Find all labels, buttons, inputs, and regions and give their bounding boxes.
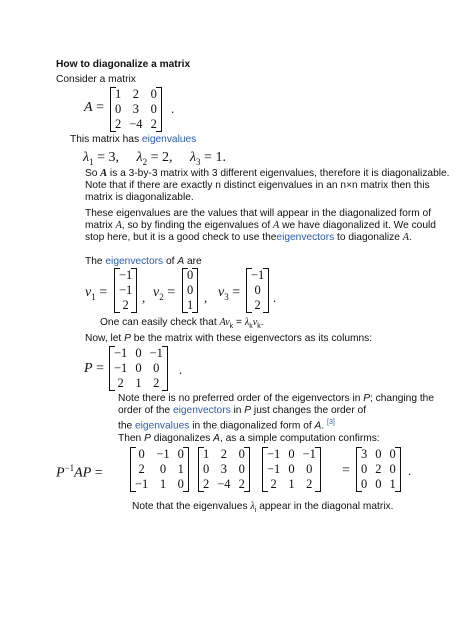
matrix-cell: 2 [115, 117, 122, 131]
page-title: How to diagonalize a matrix [56, 59, 191, 70]
matrix-cell: 2 [153, 376, 160, 390]
matrix-cell: 2 [122, 298, 129, 312]
para1-line2: Note that if there are exactly n distinct eigenvalues in an n×n matrix then this [85, 180, 430, 191]
matrix-row [183, 268, 197, 283]
eigenvalue-list: $\lambda_1 = 3$, $\lambda_2 = 2$, $\lambda_3 = 1$. [83, 150, 226, 167]
matrix-row [131, 477, 188, 492]
matrix-row [110, 346, 167, 361]
matrix-cell: −1 [156, 447, 170, 461]
matrix-cell: 3 [220, 462, 228, 476]
matrix-cell: 1 [203, 447, 210, 461]
equals-sign: = [342, 463, 350, 478]
matrix-cell: 3 [132, 102, 140, 116]
matrix-cell: 0 [238, 447, 245, 461]
matrix-cell: 0 [375, 447, 382, 461]
matrix-row [199, 462, 249, 477]
matrix-cell: 2 [220, 447, 228, 461]
eigenvectors-link-2[interactable]: eigenvectors [105, 256, 164, 267]
para2-line1: These eigenvalues are the values that will appear in the diagonalized form of [85, 208, 432, 219]
matrix-row [263, 477, 320, 492]
v1-label: $v_1$ = [85, 285, 108, 302]
v3-label: $v_3$ = [218, 285, 241, 302]
matrix-cell: 2 [138, 462, 145, 476]
para2-line3: stop here, but it is a good check to use theeigenvectors to diagonalize A. [85, 232, 412, 243]
note-line3: the eigenvalues in the diagonalized form of A. [3] [118, 419, 335, 432]
matrix-row [247, 298, 268, 313]
matrix-row [111, 117, 161, 132]
matrix-cell: 1 [187, 298, 194, 312]
matrix-cell: −1 [267, 462, 281, 476]
vector-v3 [246, 268, 269, 313]
matrix-cell: 1 [177, 462, 184, 476]
matrix-cell: 2 [132, 87, 140, 101]
para1-line3: matrix is diagonalizable. [85, 192, 194, 203]
matrix-cell: 0 [288, 462, 295, 476]
matrix-cell: 0 [138, 447, 145, 461]
matrix-cell: 1 [159, 477, 167, 491]
eigenvalues-link[interactable]: eigenvalues [141, 134, 197, 145]
matrix-p [109, 346, 168, 391]
matrix-cell: 2 [254, 298, 261, 312]
matrix-row [199, 447, 249, 462]
matrix-cell: 1 [115, 87, 122, 101]
matrix-row [357, 462, 400, 477]
matrix-cell: −1 [267, 447, 281, 461]
note-line1: Note there is no preferred order of the eigenvectors in P; changing the [118, 393, 435, 404]
matrix-cell: 0 [238, 462, 245, 476]
matrix-cell: 2 [270, 477, 277, 491]
matrix-cell: 0 [187, 268, 194, 282]
matrix-cell: 1 [288, 477, 295, 491]
matrix-cell: 0 [203, 462, 210, 476]
vector-v1 [114, 268, 137, 313]
matrix-cell: 1 [389, 477, 396, 491]
matrix-row [115, 298, 136, 313]
matrix-cell: 0 [361, 462, 368, 476]
matrix-cell: 3 [361, 447, 368, 461]
matrix-cell: −1 [302, 447, 316, 461]
matrix-cell: 2 [375, 462, 382, 476]
period: . [171, 101, 175, 116]
matrix-row [183, 298, 197, 313]
para1-line1: So A is a 3-by-3 matrix with 3 different eigenvalues, therefore it is diagonalizable. [85, 168, 450, 179]
note-line2: order of the eigenvectors in P just changes the order of [118, 405, 367, 416]
intro-text: Consider a matrix [56, 74, 136, 85]
matrix-cell: 0 [177, 477, 184, 491]
matrix-row [199, 477, 249, 492]
matrix-row [263, 462, 320, 477]
period: . [273, 290, 277, 305]
pinv-ap-label: $P^{-1}AP$ = [56, 463, 103, 481]
matrix-cell: 0 [361, 477, 368, 491]
eigenvalues-link-2[interactable]: eigenvalues [135, 420, 190, 432]
eigenvectors-link[interactable]: eigenvectors [276, 232, 335, 243]
matrix-row [110, 361, 167, 376]
matrix-row [115, 268, 136, 283]
matrix-row [131, 462, 188, 477]
eigenvectors-intro: The eigenvectors of A are [85, 256, 202, 267]
eigenvectors-link-3[interactable]: eigenvectors [172, 405, 231, 416]
matrix-cell: 2 [306, 477, 313, 491]
matrix-cell: −1 [119, 283, 133, 297]
matrix-cell: −1 [251, 268, 265, 282]
vector-v2 [182, 268, 198, 313]
v2-label: $v_2$ = [153, 285, 176, 302]
matrix-cell: −1 [114, 346, 128, 360]
matrix-cell: −1 [135, 477, 149, 491]
matrix-cell: 0 [254, 283, 261, 297]
matrix-a [110, 87, 162, 132]
matrix-diagonal [356, 447, 401, 492]
matrix-cell: 0 [177, 447, 184, 461]
matrix-cell: 2 [203, 477, 210, 491]
para2-line2: matrix A, so by finding the eigenvalues of A we have diagonalized it. We could [85, 220, 436, 231]
comma: , [142, 290, 146, 305]
matrix-row [131, 447, 188, 462]
eigen-intro: This matrix has eigenvalues [70, 134, 197, 145]
matrix-cell: 0 [187, 283, 194, 297]
matrix-cell: −4 [217, 477, 231, 491]
matrix-cell: 0 [153, 361, 160, 375]
matrix-cell: 0 [115, 102, 122, 116]
matrix-a-repeat [198, 447, 250, 492]
matrix-cell: 0 [389, 447, 396, 461]
matrix-row [111, 87, 161, 102]
period: . [179, 362, 183, 377]
matrix-row [247, 268, 268, 283]
matrix-cell: 0 [389, 462, 396, 476]
matrix-cell: −4 [129, 117, 143, 131]
matrix-cell: 2 [150, 117, 157, 131]
matrix-row [183, 283, 197, 298]
check-line: One can easily check that $Av_k = \lambda_kv_k$. [100, 317, 264, 331]
matrix-cell: 2 [238, 477, 245, 491]
period: . [408, 463, 412, 478]
matrix-p-label: P = [84, 361, 104, 376]
matrix-cell: 0 [150, 102, 157, 116]
matrix-a-label: A = [84, 100, 104, 115]
matrix-cell: 2 [117, 376, 124, 390]
matrix-cell: −1 [149, 346, 163, 360]
matrix-p-repeat [262, 447, 321, 492]
comma: , [204, 290, 208, 305]
matrix-cell: 0 [288, 447, 295, 461]
final-line: Note that the eigenvalues $\lambda_i$ appear in the diagonal matrix. [132, 501, 394, 515]
matrix-cell: 0 [150, 87, 157, 101]
matrix-row [357, 447, 400, 462]
matrix-row [111, 102, 161, 117]
matrix-cell: 0 [159, 462, 167, 476]
then-line: Then P diagonalizes A, as a simple computation confirms: [118, 433, 380, 444]
matrix-cell: 1 [135, 376, 142, 390]
now-let-line: Now, let P be the matrix with these eigenvectors as its columns: [85, 333, 373, 344]
matrix-row [110, 376, 167, 391]
matrix-cell: 0 [375, 477, 382, 491]
matrix-row [263, 447, 320, 462]
matrix-cell: 0 [135, 346, 142, 360]
matrix-row [247, 283, 268, 298]
citation-3-link[interactable]: [3] [327, 419, 335, 426]
matrix-row [357, 477, 400, 492]
matrix-cell: 0 [135, 361, 142, 375]
matrix-p-inverse [130, 447, 189, 492]
matrix-cell: −1 [119, 268, 133, 282]
matrix-cell: −1 [114, 361, 128, 375]
matrix-cell: 0 [306, 462, 313, 476]
matrix-row [115, 283, 136, 298]
